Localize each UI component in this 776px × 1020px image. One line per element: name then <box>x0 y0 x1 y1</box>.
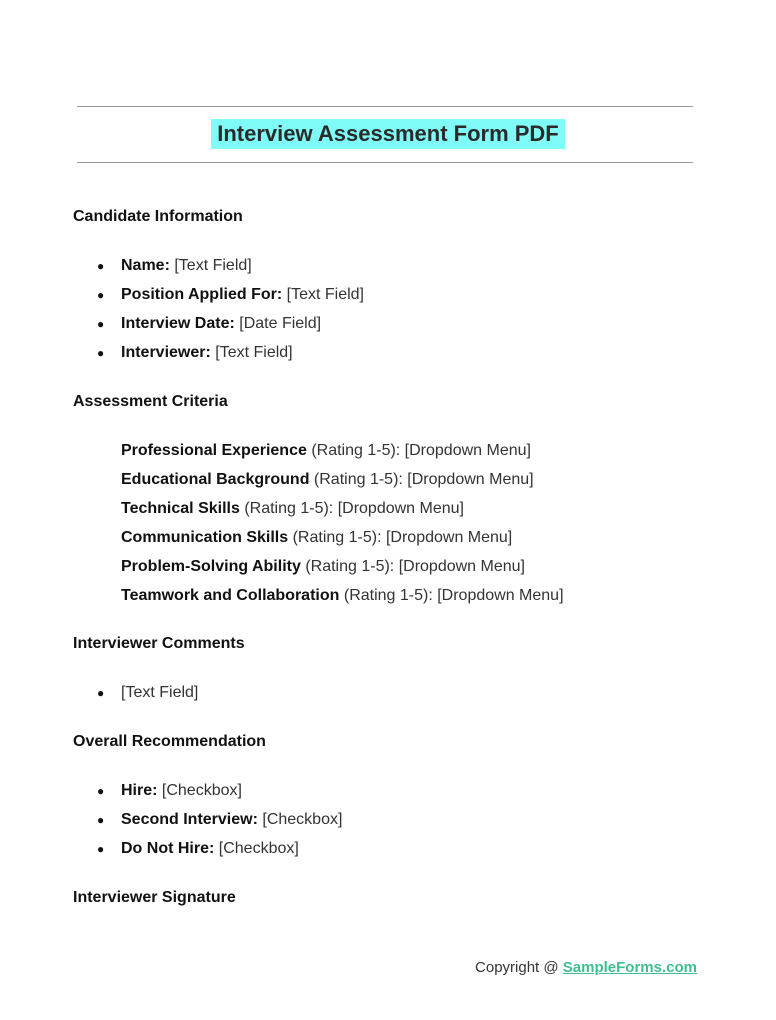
criteria-label: Professional Experience <box>121 442 307 459</box>
criteria-item <box>121 470 564 499</box>
criteria-label: Communication Skills <box>121 529 289 546</box>
page-title: Interview Assessment Form PDF <box>211 119 565 149</box>
criteria-label: Technical Skills <box>121 500 240 517</box>
list-item <box>97 314 364 343</box>
recommendation-heading: Overall Recommendation <box>73 733 266 750</box>
interview-date-field[interactable]: [Date Field] <box>239 315 322 332</box>
list-item <box>97 285 364 314</box>
field-label: Interview Date: <box>121 315 235 332</box>
criteria-label: Teamwork and Collaboration <box>121 587 340 604</box>
candidate-heading: Candidate Information <box>73 208 243 225</box>
signature-heading: Interviewer Signature <box>73 889 236 906</box>
comments-field[interactable]: [Text Field] <box>121 684 199 701</box>
footer-copyright <box>475 958 697 978</box>
rating-dropdown[interactable]: (Rating 1-5): [Dropdown Menu] <box>313 471 534 488</box>
list-item <box>97 781 342 810</box>
list-item <box>97 256 364 285</box>
bullet-icon: ● <box>97 813 105 827</box>
criteria-item <box>121 528 564 557</box>
rating-dropdown[interactable]: (Rating 1-5): [Dropdown Menu] <box>343 587 564 604</box>
bottom-divider <box>77 162 693 163</box>
option-label: Hire: <box>121 782 158 799</box>
criteria-item <box>121 441 564 470</box>
list-item <box>97 343 364 372</box>
bullet-icon: ● <box>97 288 105 302</box>
criteria-heading: Assessment Criteria <box>73 393 228 410</box>
name-field[interactable]: [Text Field] <box>174 257 252 274</box>
criteria-list <box>121 441 564 615</box>
criteria-item <box>121 557 564 586</box>
title-wrap <box>0 119 776 149</box>
top-divider <box>77 106 693 107</box>
hire-checkbox[interactable]: [Checkbox] <box>161 782 242 799</box>
option-label: Do Not Hire: <box>121 840 215 857</box>
list-item <box>97 839 342 868</box>
candidate-list <box>97 256 364 372</box>
brand-link[interactable]: SampleForms.com <box>562 959 697 976</box>
position-field[interactable]: [Text Field] <box>286 286 364 303</box>
bullet-icon: ● <box>97 842 105 856</box>
rating-dropdown[interactable]: (Rating 1-5): [Dropdown Menu] <box>305 558 525 575</box>
do-not-hire-checkbox[interactable]: [Checkbox] <box>218 840 299 857</box>
criteria-item <box>121 499 564 528</box>
option-label: Second Interview: <box>121 811 258 828</box>
criteria-item <box>121 586 564 615</box>
bullet-icon: ● <box>97 784 105 798</box>
bullet-icon: ● <box>97 346 105 360</box>
criteria-label: Educational Background <box>121 471 310 488</box>
copyright-text: Copyright @ <box>475 959 563 976</box>
bullet-icon: ● <box>97 259 105 273</box>
comments-list <box>97 683 198 712</box>
field-label: Position Applied For: <box>121 286 283 303</box>
second-interview-checkbox[interactable]: [Checkbox] <box>262 811 343 828</box>
comments-heading: Interviewer Comments <box>73 635 245 652</box>
rating-dropdown[interactable]: (Rating 1-5): [Dropdown Menu] <box>311 442 531 459</box>
recommendation-list <box>97 781 342 868</box>
rating-dropdown[interactable]: (Rating 1-5): [Dropdown Menu] <box>244 500 464 517</box>
field-label: Name: <box>121 257 170 274</box>
list-item <box>97 683 198 712</box>
rating-dropdown[interactable]: (Rating 1-5): [Dropdown Menu] <box>292 529 513 546</box>
criteria-label: Problem-Solving Ability <box>121 558 301 575</box>
list-item <box>97 810 342 839</box>
bullet-icon: ● <box>97 317 105 331</box>
bullet-icon: ● <box>97 686 105 700</box>
field-label: Interviewer: <box>121 344 211 361</box>
interviewer-field[interactable]: [Text Field] <box>215 344 293 361</box>
